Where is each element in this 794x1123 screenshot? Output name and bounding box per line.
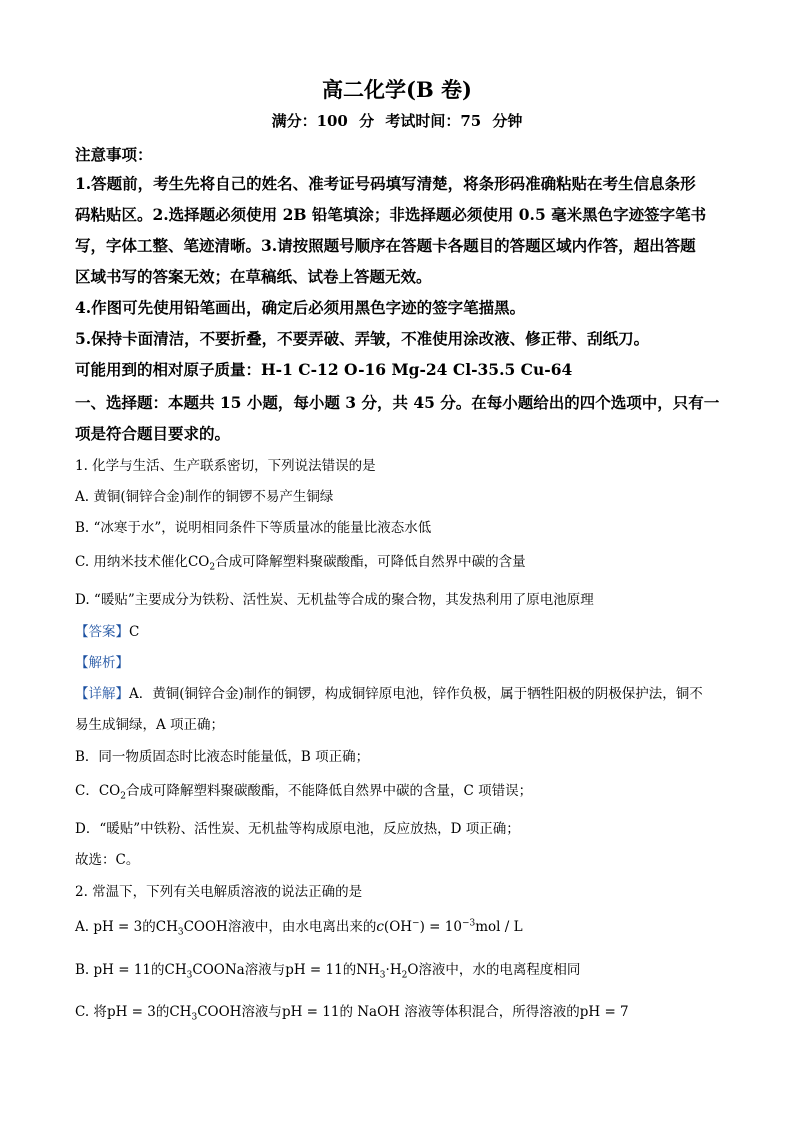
answer-line bbox=[75, 620, 139, 640]
question-1-option-b: B. “冰寒于水”，说明相同条件下等质量冰的能量比液态水低 bbox=[75, 520, 432, 536]
question-1-option-a: A. 黄铜(铜锌合金)制作的铜锣不易产生铜绿 bbox=[75, 489, 334, 505]
question-2-option-a: A. pH = 3的$CH_3COOH$溶液中，由水电离出来的$c(OH^-) = 10^{-3}mol / L$ bbox=[75, 918, 523, 938]
notice-line: 5.保持卡面清洁，不要折叠，不要弄破、弄皱，不准使用涂改液、修正带、刮纸刀。 bbox=[75, 329, 650, 348]
section-heading: 一、选择题：本题共 15 小题，每小题 3 分，共 45 分。在每小题给出的四个选项中，只有一 bbox=[75, 393, 720, 412]
detail-conclusion: 故选：C。 bbox=[75, 852, 140, 868]
question-2-option-b: B. pH = 11的$CH_3COONa$溶液与pH = 11的$NH_3\cdot H_2O$溶液中，水的电离程度相同 bbox=[75, 962, 581, 981]
detail-tag: 【详解】 bbox=[75, 686, 129, 702]
question-1-option-d: D. “暖贴”主要成分为铁粉、活性炭、无机盐等合成的聚合物，其发热利用了原电池原理 bbox=[75, 592, 594, 608]
question-2-option-c: C. 将pH = 3的$CH_3COOH$溶液与pH = 11的 NaOH 溶液等体积混合，所得溶液的pH = 7 bbox=[75, 1004, 629, 1023]
question-2-stem: 2. 常温下，下列有关电解质溶液的说法正确的是 bbox=[75, 884, 363, 900]
exam-info: 满分：100 分 考试时间：75 分钟 bbox=[271, 112, 523, 130]
notice-heading: 注意事项： bbox=[75, 145, 153, 164]
atomic-masses: 可能用到的相对原子质量：H-1 C-12 O-16 Mg-24 Cl-35.5 Cu-64 bbox=[75, 360, 573, 379]
notice-line: 码粘贴区。2.选择题必须使用 2B 铅笔填涂；非选择题必须使用 0.5 毫米黑色字迹签字笔书 bbox=[75, 205, 707, 224]
notice-line: 1.答题前，考生先将自己的姓名、准考证号码填写清楚，将条形码准确粘贴在考生信息条形 bbox=[75, 174, 696, 193]
detail-line: 易生成铜绿，A 项正确； bbox=[75, 717, 225, 733]
detail-line: D．“暖贴”中铁粉、活性炭、无机盐等构成原电池，反应放热，D 项正确； bbox=[75, 821, 520, 837]
notice-line: 写，字体工整、笔迹清晰。3.请按照题号顺序在答题卡各题目的答题区域内作答，超出答题 bbox=[75, 236, 696, 255]
analysis-tag: 【解析】 bbox=[75, 655, 129, 671]
question-1-stem: 1. 化学与生活、生产联系密切，下列说法错误的是 bbox=[75, 458, 376, 474]
detail-line: B．同一物质固态时比液态时能量低，B 项正确； bbox=[75, 749, 370, 765]
detail-line: 【详解】A．黄铜(铜锌合金)制作的铜锣，构成铜锌原电池，锌作负极，属于牺牲阳极的阴极保护法，铜不 bbox=[75, 686, 703, 702]
answer-value: C bbox=[129, 624, 140, 640]
question-1-option-c: C. 用纳米技术催化$CO_2$合成可降解塑料聚碳酸酯，可降低自然界中碳的含量 bbox=[75, 554, 526, 573]
section-heading: 项是符合题目要求的。 bbox=[75, 424, 231, 443]
notice-line: 区域书写的答案无效；在草稿纸、试卷上答题无效。 bbox=[75, 267, 432, 286]
detail-line: C．$CO_2$合成可降解塑料聚碳酸酯，不能降低自然界中碳的含量，C 项错误； bbox=[75, 783, 533, 802]
answer-tag: 【答案】 bbox=[75, 624, 129, 640]
page-title: 高二化学(B 卷) bbox=[322, 77, 472, 102]
notice-line: 4.作图可先使用铅笔画出，确定后必须用黑色字迹的签字笔描黑。 bbox=[75, 298, 526, 317]
